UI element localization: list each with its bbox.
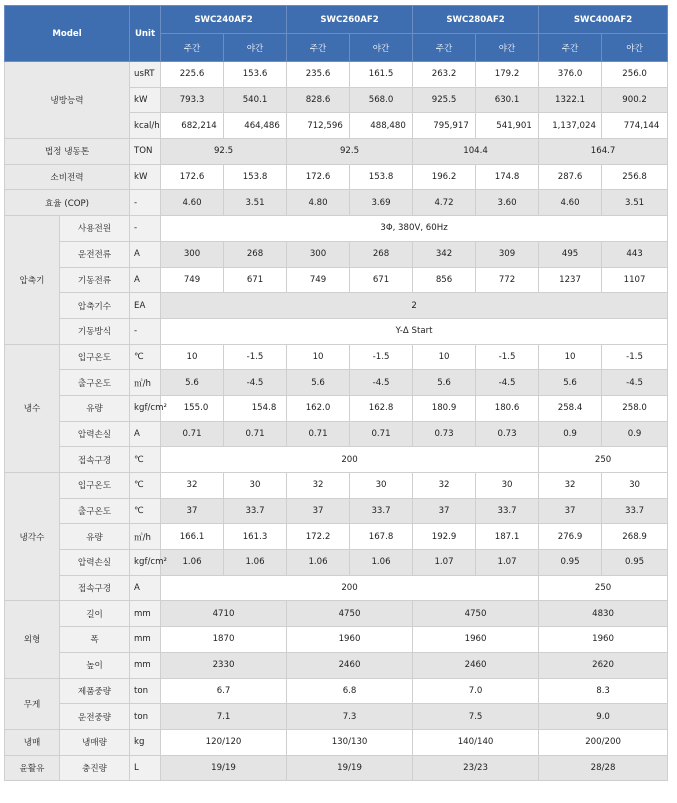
unit-cell: EA [130,293,161,319]
value-cell: 32 [413,473,476,499]
value-cell: 4.60 [539,190,602,216]
value-cell: 4710 [161,601,287,627]
header-day: 주간 [287,34,350,62]
row-label: 접속구경 [60,447,130,473]
value-cell: -1.5 [350,344,413,370]
value-cell: 179.2 [476,62,539,88]
value-cell: 37 [287,498,350,524]
value-cell: 3.60 [476,190,539,216]
value-cell: 1107 [602,267,668,293]
unit-cell: - [130,190,161,216]
value-cell: 33.7 [224,498,287,524]
header-night: 야간 [476,34,539,62]
value-cell: 140/140 [413,729,539,755]
value-cell: 1,137,024 [539,113,602,139]
unit-cell: ㎥/h [130,524,161,550]
table-row [5,139,668,165]
table-row [5,755,668,781]
value-cell: 172.6 [161,164,224,190]
value-cell: 749 [287,267,350,293]
unit-cell: mm [130,652,161,678]
table-row [5,729,668,755]
value-cell: 120/120 [161,729,287,755]
table-row [5,524,668,550]
value-cell: 4.80 [287,190,350,216]
value-cell: 0.95 [539,550,602,576]
header-model-name: SWC400AF2 [539,6,668,34]
value-cell: 9.0 [539,704,668,730]
value-cell: -4.5 [476,370,539,396]
value-cell: 19/19 [287,755,413,781]
row-label: 운전전류 [60,241,130,267]
row-label: 길이 [60,601,130,627]
value-cell: 3.69 [350,190,413,216]
value-cell: 200/200 [539,729,668,755]
table-row [5,241,668,267]
unit-cell: ℃ [130,344,161,370]
value-cell: 155.0 [161,395,224,421]
value-cell: 19/19 [161,755,287,781]
value-cell: 1960 [539,627,668,653]
value-cell: 495 [539,241,602,267]
value-cell: 172.2 [287,524,350,550]
row-label: 출구온도 [60,498,130,524]
value-cell: 276.9 [539,524,602,550]
value-cell: 443 [602,241,668,267]
table-row [5,447,668,473]
value-cell: 32 [287,473,350,499]
header-model-name: SWC240AF2 [161,6,287,34]
value-cell: 7.0 [413,678,539,704]
table-row [5,575,668,601]
row-label: 높이 [60,652,130,678]
row-label: 유량 [60,524,130,550]
unit-cell: kcal/h [130,113,161,139]
value-cell: 4.72 [413,190,476,216]
value-cell: 250 [539,447,668,473]
value-cell: 153.6 [224,62,287,88]
header-model-name: SWC280AF2 [413,6,539,34]
value-cell: 161.5 [350,62,413,88]
value-cell: 828.6 [287,87,350,113]
unit-cell: A [130,575,161,601]
value-cell: 0.71 [287,421,350,447]
value-cell: 1.06 [161,550,224,576]
value-cell: 268 [350,241,413,267]
header-night: 야간 [602,34,668,62]
row-label: 유량 [60,395,130,421]
value-cell: 30 [476,473,539,499]
value-cell: 268 [224,241,287,267]
table-row [5,652,668,678]
value-cell: 180.6 [476,395,539,421]
group-label-power: 소비전력 [5,164,130,190]
table-row [5,627,668,653]
unit-cell: ℃ [130,473,161,499]
value-cell: 187.1 [476,524,539,550]
value-cell: 263.2 [413,62,476,88]
unit-cell: - [130,216,161,242]
table-row [5,370,668,396]
group-label-condenser-water: 냉각수 [5,473,60,601]
row-label: 압축기수 [60,293,130,319]
value-cell: 33.7 [350,498,413,524]
value-cell: 268.9 [602,524,668,550]
value-cell: 0.73 [476,421,539,447]
group-label-cooling: 냉방능력 [5,62,130,139]
table-row [5,421,668,447]
table-row [5,344,668,370]
value-cell: 174.8 [476,164,539,190]
value-cell: 0.73 [413,421,476,447]
value-cell: 1960 [413,627,539,653]
table-row [5,704,668,730]
value-cell: 5.6 [539,370,602,396]
value-cell: 4750 [287,601,413,627]
value-cell: 180.9 [413,395,476,421]
header-night: 야간 [224,34,287,62]
value-cell: 541,901 [476,113,539,139]
value-cell: 925.5 [413,87,476,113]
unit-cell: - [130,318,161,344]
value-cell: 2 [161,293,668,319]
unit-cell: ton [130,678,161,704]
value-cell: 1960 [287,627,413,653]
value-cell: 258.0 [602,395,668,421]
value-cell: 464,486 [224,113,287,139]
value-cell: 10 [413,344,476,370]
value-cell: 10 [287,344,350,370]
value-cell: 1.07 [413,550,476,576]
row-label: 압력손실 [60,550,130,576]
value-cell: 130/130 [287,729,413,755]
group-label-refrigerant: 냉매 [5,729,60,755]
row-label: 기동방식 [60,318,130,344]
table-row [5,473,668,499]
value-cell: 682,214 [161,113,224,139]
value-cell: 630.1 [476,87,539,113]
value-cell: 32 [161,473,224,499]
value-cell: -1.5 [224,344,287,370]
unit-cell: usRT [130,62,161,88]
table-row [5,498,668,524]
value-cell: 200 [161,575,539,601]
group-label-compressor: 압축기 [5,216,60,344]
header-night: 야간 [350,34,413,62]
value-cell: 5.6 [287,370,350,396]
value-cell: 32 [539,473,602,499]
value-cell: 671 [224,267,287,293]
group-label-oil: 윤활유 [5,755,60,781]
value-cell: 37 [539,498,602,524]
group-label-cop: 효율 (COP) [5,190,130,216]
value-cell: 7.1 [161,704,287,730]
value-cell: 33.7 [476,498,539,524]
value-cell: Y-Δ Start [161,318,668,344]
row-label: 제품중량 [60,678,130,704]
value-cell: 33.7 [602,498,668,524]
value-cell: 256.8 [602,164,668,190]
table-row [5,267,668,293]
value-cell: -4.5 [350,370,413,396]
value-cell: 10 [161,344,224,370]
value-cell: 166.1 [161,524,224,550]
row-label: 냉매량 [60,729,130,755]
value-cell: -4.5 [602,370,668,396]
value-cell: 1.07 [476,550,539,576]
value-cell: -1.5 [602,344,668,370]
value-cell: 793.3 [161,87,224,113]
value-cell: 772 [476,267,539,293]
value-cell: 167.8 [350,524,413,550]
value-cell: 153.8 [350,164,413,190]
value-cell: 200 [161,447,539,473]
value-cell: 235.6 [287,62,350,88]
value-cell: 196.2 [413,164,476,190]
unit-cell: ℃ [130,498,161,524]
row-label: 운전중량 [60,704,130,730]
value-cell: 6.8 [287,678,413,704]
value-cell: 540.1 [224,87,287,113]
header-day: 주간 [539,34,602,62]
value-cell: 104.4 [413,139,539,165]
value-cell: 1.06 [224,550,287,576]
value-cell: 0.71 [350,421,413,447]
value-cell: 1870 [161,627,287,653]
unit-cell: A [130,421,161,447]
value-cell: 1.06 [287,550,350,576]
value-cell: -4.5 [224,370,287,396]
table-row [5,601,668,627]
value-cell: 0.9 [602,421,668,447]
value-cell: 164.7 [539,139,668,165]
row-label: 충진량 [60,755,130,781]
unit-cell: A [130,267,161,293]
row-label: 입구온도 [60,473,130,499]
header-unit: Unit [130,6,161,62]
value-cell: 37 [413,498,476,524]
value-cell: 795,917 [413,113,476,139]
group-label-dimensions: 외형 [5,601,60,678]
unit-cell: mm [130,601,161,627]
value-cell: 6.7 [161,678,287,704]
value-cell: 0.9 [539,421,602,447]
value-cell: 162.8 [350,395,413,421]
table-row [5,318,668,344]
table-row [5,190,668,216]
group-label-weight: 무게 [5,678,60,729]
header-day: 주간 [413,34,476,62]
row-label: 폭 [60,627,130,653]
table-row [5,164,668,190]
value-cell: 37 [161,498,224,524]
value-cell: 161.3 [224,524,287,550]
value-cell: 7.5 [413,704,539,730]
value-cell: 488,480 [350,113,413,139]
row-label: 접속구경 [60,575,130,601]
table-row [5,293,668,319]
row-label: 압력손실 [60,421,130,447]
group-label-chilled-water: 냉수 [5,344,60,472]
value-cell: 4830 [539,601,668,627]
spec-table [4,5,668,781]
header-row-models [5,6,668,34]
unit-cell: kg [130,729,161,755]
table-row [5,62,668,88]
value-cell: 7.3 [287,704,413,730]
value-cell: 258.4 [539,395,602,421]
value-cell: 309 [476,241,539,267]
value-cell: 250 [539,575,668,601]
value-cell: 5.6 [161,370,224,396]
value-cell: 23/23 [413,755,539,781]
value-cell: 300 [161,241,224,267]
value-cell: 256.0 [602,62,668,88]
value-cell: 30 [350,473,413,499]
value-cell: 774,144 [602,113,668,139]
value-cell: 342 [413,241,476,267]
unit-cell: kW [130,164,161,190]
value-cell: 712,596 [287,113,350,139]
value-cell: 1322.1 [539,87,602,113]
value-cell: 92.5 [161,139,287,165]
value-cell: 0.95 [602,550,668,576]
row-label: 입구온도 [60,344,130,370]
value-cell: 172.6 [287,164,350,190]
unit-cell: kW [130,87,161,113]
unit-cell: kgf/cm² [130,395,161,421]
unit-cell: ㎥/h [130,370,161,396]
value-cell: 3Φ, 380V, 60Hz [161,216,668,242]
unit-cell: kgf/cm² [130,550,161,576]
value-cell: 2620 [539,652,668,678]
value-cell: 28/28 [539,755,668,781]
header-model-name: SWC260AF2 [287,6,413,34]
value-cell: 2460 [413,652,539,678]
table-row [5,216,668,242]
value-cell: 2330 [161,652,287,678]
value-cell: 3.51 [224,190,287,216]
table-row [5,678,668,704]
unit-cell: mm [130,627,161,653]
row-label: 출구온도 [60,370,130,396]
value-cell: 30 [602,473,668,499]
value-cell: 4750 [413,601,539,627]
value-cell: 225.6 [161,62,224,88]
row-label: 기동전류 [60,267,130,293]
unit-cell: ton [130,704,161,730]
unit-cell: A [130,241,161,267]
table-row [5,395,668,421]
value-cell: 900.2 [602,87,668,113]
header-model: Model [5,6,130,62]
table-row [5,550,668,576]
value-cell: 376.0 [539,62,602,88]
value-cell: 568.0 [350,87,413,113]
value-cell: 4.60 [161,190,224,216]
value-cell: 92.5 [287,139,413,165]
value-cell: 154.8 [224,395,287,421]
value-cell: 2460 [287,652,413,678]
value-cell: 3.51 [602,190,668,216]
value-cell: 749 [161,267,224,293]
value-cell: 300 [287,241,350,267]
value-cell: 5.6 [413,370,476,396]
value-cell: 0.71 [224,421,287,447]
value-cell: 0.71 [161,421,224,447]
value-cell: 1.06 [350,550,413,576]
value-cell: 287.6 [539,164,602,190]
unit-cell: ℃ [130,447,161,473]
unit-cell: TON [130,139,161,165]
value-cell: -1.5 [476,344,539,370]
value-cell: 8.3 [539,678,668,704]
group-label-ton: 법정 냉동톤 [5,139,130,165]
value-cell: 856 [413,267,476,293]
header-day: 주간 [161,34,224,62]
value-cell: 1237 [539,267,602,293]
value-cell: 30 [224,473,287,499]
value-cell: 153.8 [224,164,287,190]
value-cell: 192.9 [413,524,476,550]
value-cell: 671 [350,267,413,293]
value-cell: 162.0 [287,395,350,421]
unit-cell: L [130,755,161,781]
row-label: 사용전원 [60,216,130,242]
value-cell: 10 [539,344,602,370]
